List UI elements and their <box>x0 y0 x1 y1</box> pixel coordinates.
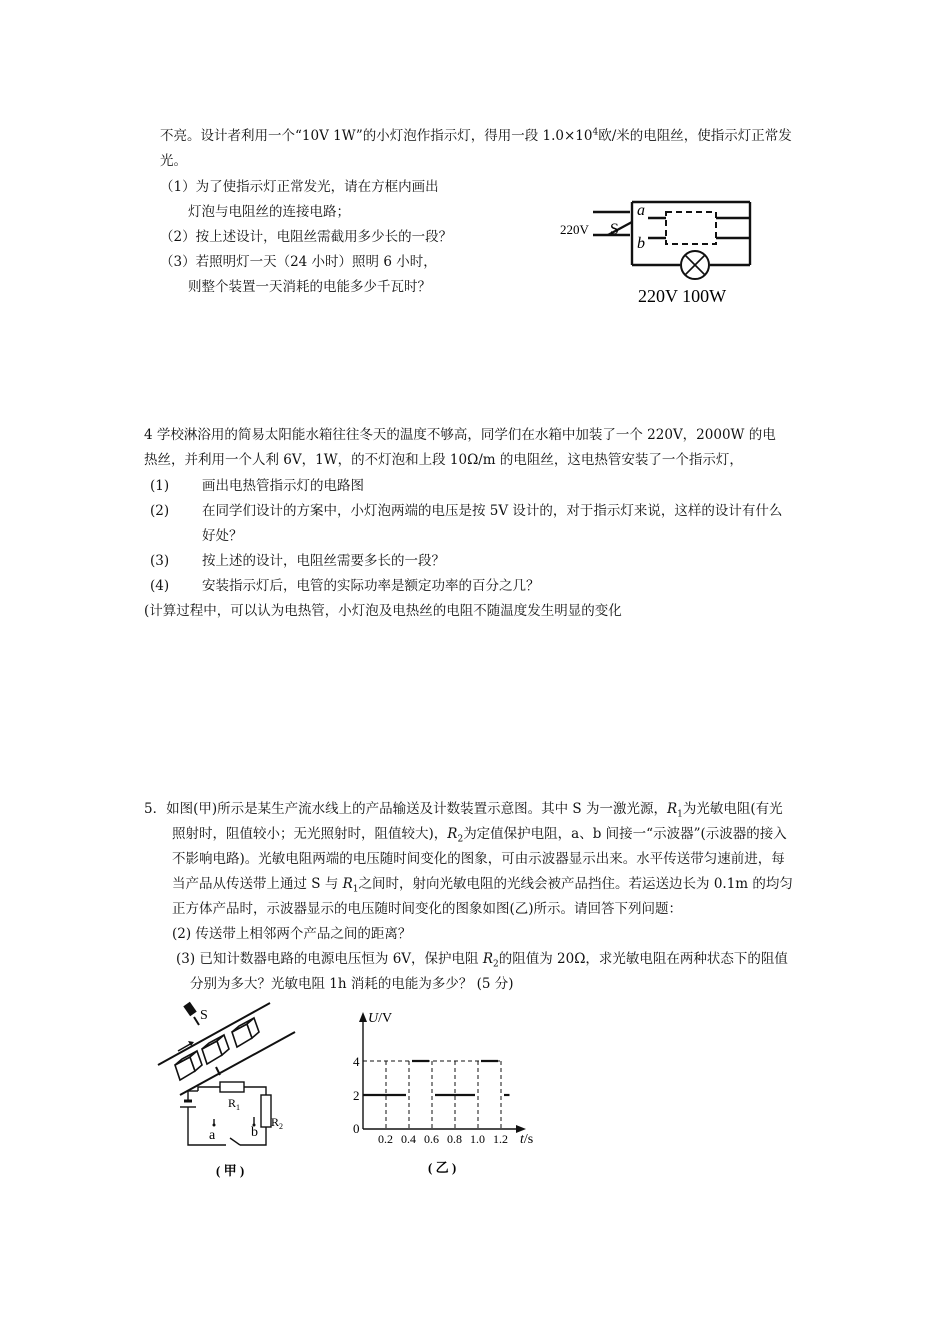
q3-fig-s: S <box>610 221 619 238</box>
q4-item1-num: (1) <box>150 478 170 494</box>
x-tick-label: 1.2 <box>493 1132 508 1146</box>
q5-line3: 不影响电路)。光敏电阻两端的电压随时间变化的图象，可由示波器显示出来。水平传送带匀速前进，每 <box>172 851 785 867</box>
x-tick-label: 0.2 <box>378 1132 393 1146</box>
x-tick-label: 1.0 <box>470 1132 485 1146</box>
q3-sub2: （2）按上述设计，电阻丝需截用多少长的一段？ <box>160 229 453 245</box>
q3-fig-bottom-label: 220V 100W <box>638 286 727 306</box>
q3-sub3a: （3）若照明灯一天（24 小时）照明 6 小时， <box>160 254 437 270</box>
product-cube-1 <box>175 1051 202 1080</box>
y-axis-label: U/V <box>368 1011 393 1026</box>
q5-line4: 当产品从传送带上通过 S 与 $R_1$之间时，射向光敏电阻的光线会被产品挡住。若运送边长为 0.1m 的均匀 <box>172 876 793 895</box>
q5-line7: (3) 已知计数器电路的电源电压恒为 6V，保护电阻 $R_2$的阻值为 20Ω，求光敏电阻在两种状态下的阻值 <box>176 951 788 970</box>
q4-line2: 热丝，并利用一个人利 6V，1W，的不灯泡和上段 10Ω/m 的电阻丝，这电热管安装了一个指示灯， <box>144 452 743 468</box>
q5-line1: 5．如图(甲)所示是某生产流水线上的产品输送及计数装置示意图。其中 S 为一激光源，$R_1$为光敏电阻(有光 <box>144 801 783 820</box>
q4-item1-text: 画出电热管指示灯的电路图 <box>202 478 364 494</box>
q3-circuit-figure <box>560 188 770 308</box>
q3-line2: 光。 <box>160 153 187 169</box>
q3-fig-b: b <box>637 235 645 252</box>
jia-caption: ( 甲 ) <box>216 1163 245 1178</box>
jia-label-s: S <box>200 1008 208 1023</box>
q4-item2-text: 在同学们设计的方案中，小灯泡两端的电压是按 5V 设计的，对于指示灯来说，这样的设计有什么 <box>202 503 783 519</box>
q4-line1: 4 学校淋浴用的简易太阳能水箱往往冬天的温度不够高，同学们在水箱中加装了一个 220V，2000W 的电 <box>144 427 776 443</box>
q5-line6: (2) 传送带上相邻两个产品之间的距离？ <box>172 926 412 942</box>
q3-sub3b: 则整个装置一天消耗的电能多少千瓦时？ <box>188 279 431 295</box>
q5-figure-yi-chart <box>340 1000 570 1185</box>
q3-line1: 不亮。设计者利用一个“10V 1W”的小灯泡作指示灯，得用一段 $1.0\times 10^4$欧/米的电阻丝，使指示灯正常发 <box>160 127 792 144</box>
x-tick-label: 0.8 <box>447 1132 462 1146</box>
q5-figure-jia <box>150 995 300 1185</box>
q5-line2: 照射时，阻值较小；无光照射时，阻值较大)，$R_2$为定值保护电阻，a、b 间接一“示波器”(示波器的接入 <box>172 826 787 845</box>
jia-label-a: a <box>209 1128 216 1143</box>
y-tick-label: 4 <box>353 1054 360 1069</box>
q4-item4-text: 安装指示灯后，电管的实际功率是额定功率的百分之几？ <box>202 578 540 594</box>
q5-line5: 正方体产品时，示波器显示的电压随时间变化的图象如图(乙)所示。请回答下列问题： <box>172 901 683 917</box>
y-axis-arrow <box>359 1012 367 1022</box>
x-tick-label: 0.6 <box>424 1132 439 1146</box>
q4-item3-text: 按上述的设计，电阻丝需要多长的一段？ <box>202 553 445 569</box>
q5-line8: 分别为多大？光敏电阻 1h 消耗的电能为多少？ (5 分) <box>190 976 514 992</box>
laser-source-icon <box>183 1002 199 1025</box>
q4-item4-num: (4) <box>150 578 170 594</box>
jia-label-b: b <box>251 1125 258 1140</box>
x-tick-label: 0.4 <box>401 1132 416 1146</box>
jia-label-r2: $R_2$ <box>271 1115 284 1131</box>
origin-label: 0 <box>353 1121 360 1136</box>
q4-item3-num: (3) <box>150 553 170 569</box>
q3-fig-220v: 220V <box>560 222 589 237</box>
y-tick-label: 2 <box>353 1088 360 1103</box>
yi-caption: ( 乙 ) <box>428 1160 457 1175</box>
x-axis-label: t/s <box>520 1132 534 1147</box>
q3-fig-a: a <box>637 202 645 219</box>
q4-item2-num: (2) <box>150 503 170 519</box>
q4-note: (计算过程中，可以认为电热管，小灯泡及电热丝的电阻不随温度发生明显的变化 <box>144 603 622 619</box>
jia-label-r1: $R_1$ <box>228 1096 241 1112</box>
q3-sub1b: 灯泡与电阻丝的连接电路； <box>188 204 350 220</box>
q3-sub1a: （1）为了使指示灯正常发光，请在方框内画出 <box>160 179 439 195</box>
q4-item2-cont: 好处？ <box>202 528 243 544</box>
